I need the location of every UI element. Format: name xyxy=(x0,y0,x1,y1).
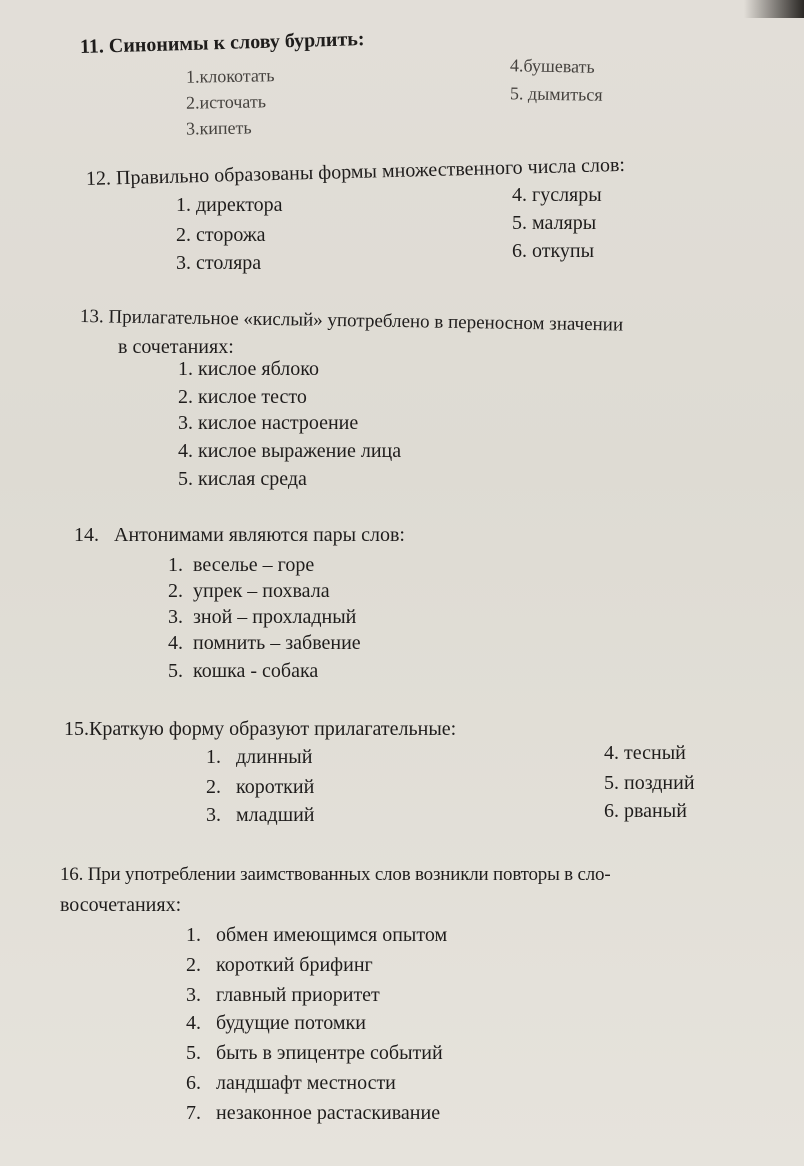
question-16-option-7: 7. незаконное растаскивание xyxy=(186,1102,441,1124)
question-15-option-6: 6. рваный xyxy=(604,800,687,822)
question-16-option-5: 5. быть в эпицентре событий xyxy=(186,1042,443,1064)
question-15-option-1: 1. длинный xyxy=(206,746,313,768)
question-14-option-4: 4. помнить – забвение xyxy=(168,632,361,654)
question-13-option-5: 5. кислая среда xyxy=(178,468,307,490)
question-13-option-2: 2. кислое тесто xyxy=(178,386,307,408)
question-16-option-2: 2. короткий брифинг xyxy=(186,954,373,976)
question-13-option-1: 1. кислое яблоко xyxy=(178,358,319,380)
question-11-option-4: 4.бушевать xyxy=(509,55,595,77)
question-12-option-4: 4. гусляры xyxy=(512,184,602,206)
question-11-option-2: 2.источать xyxy=(185,91,267,113)
question-13-option-4: 4. кислое выражение лица xyxy=(178,440,402,462)
page-corner-shadow xyxy=(744,0,804,18)
question-16-option-6: 6. ландшафт местности xyxy=(186,1072,396,1094)
question-15-title: 15.Краткую форму образуют прилагательные: xyxy=(64,718,457,740)
question-16-option-3: 3. главный приоритет xyxy=(186,984,380,1006)
question-13-option-3: 3. кислое настроение xyxy=(178,412,359,434)
question-12-option-1: 1. директора xyxy=(176,194,283,216)
question-11-option-5: 5. дымиться xyxy=(509,83,603,105)
question-12-option-2: 2. сторожа xyxy=(176,224,266,246)
question-12-option-6: 6. откупы xyxy=(512,240,595,262)
question-11-option-1: 1.клокотать xyxy=(185,65,275,87)
question-12-option-3: 3. столяра xyxy=(176,252,262,274)
question-12-title: 12. Правильно образованы формы множественного числа слов: xyxy=(85,153,626,190)
question-15-option-5: 5. поздний xyxy=(604,772,695,794)
question-13-continuation: в сочетаниях: xyxy=(118,336,234,358)
question-16-option-4: 4. будущие потомки xyxy=(186,1012,366,1034)
question-13-title: 13. Прилагательное «кислый» употреблено в переносном значении xyxy=(79,306,624,336)
question-14-option-5: 5. кошка - собака xyxy=(168,660,319,682)
question-16-continuation: восочетаниях: xyxy=(60,894,182,916)
question-11-option-3: 3.кипеть xyxy=(185,117,252,139)
question-15-option-3: 3. младший xyxy=(206,804,315,826)
question-16-option-1: 1. обмен имеющимся опытом xyxy=(186,924,448,946)
question-14-option-3: 3. зной – прохладный xyxy=(168,606,357,628)
question-12-option-5: 5. маляры xyxy=(512,212,597,234)
question-14-option-1: 1. веселье – горе xyxy=(168,554,315,576)
question-15-option-2: 2. короткий xyxy=(206,776,315,798)
question-15-option-4: 4. тесный xyxy=(604,742,686,764)
question-16-title: 16. При употреблении заимствованных слов возникли повторы в сло- xyxy=(60,864,611,885)
question-14-option-2: 2. упрек – похвала xyxy=(168,580,330,602)
question-11-title: 11. Синонимы к слову бурлить: xyxy=(79,28,365,58)
question-14-title: 14. Антонимами являются пары слов: xyxy=(74,524,405,546)
